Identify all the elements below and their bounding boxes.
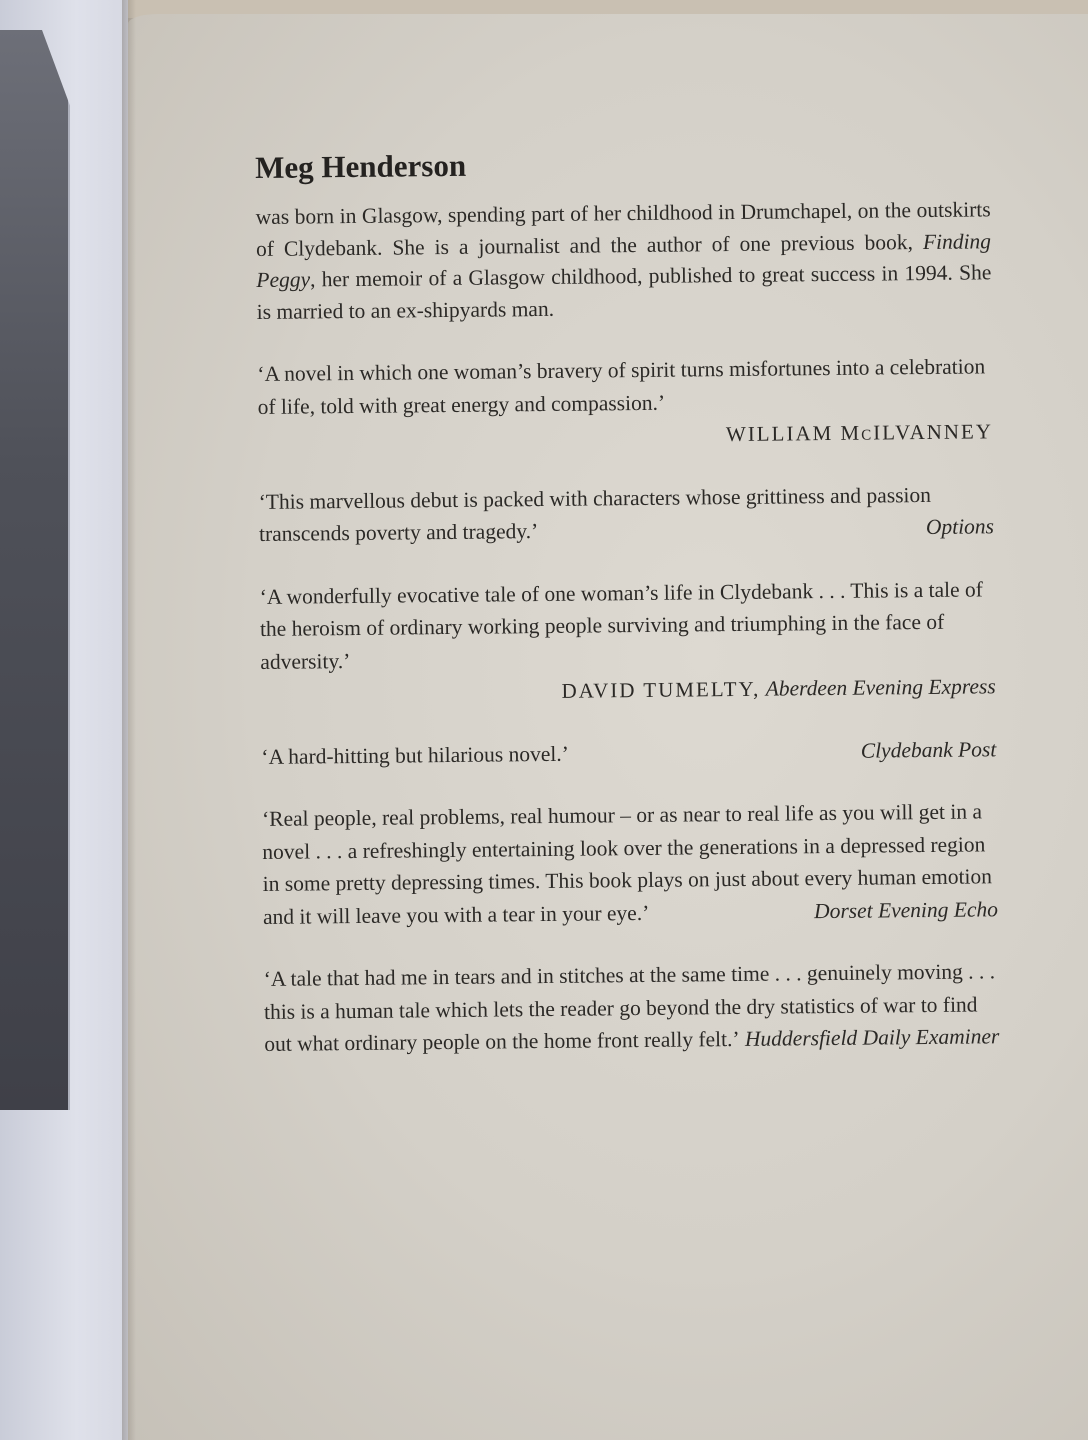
quote-source: Options	[925, 514, 995, 539]
left-page	[0, 0, 128, 1440]
reviewer-name: WILLIAM McILVANNEY	[725, 419, 994, 447]
review-quote	[264, 955, 1000, 1060]
quote-text: ‘A hard-hitting but hilarious novel.’	[261, 741, 569, 769]
author-photo	[0, 30, 70, 1110]
page-content	[255, 142, 1000, 1090]
review-quote	[260, 573, 996, 711]
quote-attribution	[261, 670, 996, 710]
quote-source: Huddersfield Daily Examiner	[744, 1024, 1000, 1051]
quote-source: Dorset Evening Echo	[813, 896, 999, 923]
quote-text: ‘A tale that had me in tears and in stitches at the same time . . . genuinely moving . . . this is a human tale which lets the reader go beyond the dry statistics of war to find out what ordinary people on the home front really felt.’	[263, 959, 996, 1056]
author-name: Meg Henderson	[255, 147, 467, 185]
review-quote	[257, 350, 993, 455]
previous-book-title: Finding Peggy	[256, 228, 992, 292]
quote-text: ‘Real people, real problems, real humour – or as near to real life as you will get in a novel . . . a refreshingly entertaining look over the generations in a depressed region in some pretty depressing times. This book plays on just about every human emotion and it will leave you with a tear in your eye.’	[261, 799, 993, 929]
quote-text: ‘A novel in which one woman’s bravery of spirit turns misfortunes into a celebration of life, told with great energy and compassion.’	[257, 354, 986, 419]
book-spine	[122, 0, 136, 1440]
quote-text: ‘A wonderfully evocative tale of one woman’s life in Clydebank . . . This is a tale of the heroism of ordinary working people surviving and triumphing in the face of adversity.’	[259, 576, 984, 674]
quote-text: ‘This marvellous debut is packed with characters whose grittiness and passion transcends poverty and tragedy.’	[258, 482, 932, 546]
quote-source: Clydebank Post	[860, 736, 997, 763]
review-quote	[259, 478, 995, 551]
review-quote	[261, 733, 996, 773]
quote-source: Aberdeen Evening Express	[765, 674, 996, 701]
reviewer-name: DAVID TUMELTY,	[561, 676, 761, 703]
author-bio: was born in Glasgow, spending part of her childhood in Drumchapel, on the outskirts of Clydebank. She is a journalist and the author of one previous book, Finding Peggy, her memoir of a Glasgow childhood, published to great success in 1994. She is married to an ex-shipyards man.	[255, 197, 992, 324]
review-quote	[262, 795, 998, 933]
